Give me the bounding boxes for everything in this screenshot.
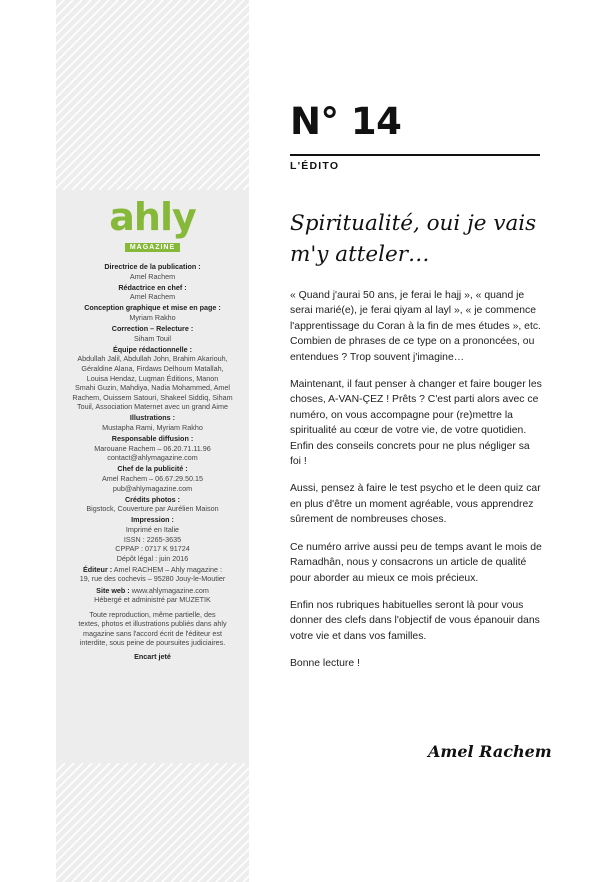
team-line: Touil, Association Maternet avec un grand Aime: [76, 402, 229, 412]
hatch-pattern-bottom: [56, 763, 249, 882]
notice-line: Toute reproduction, même partielle, des: [89, 609, 216, 619]
magazine-logo: [56, 195, 249, 254]
edito-paragraph: Aussi, pensez à faire le test psycho et le deen quiz car en plus d'être un moment agréable, vous apprendrez sûrement de nombreuses choses.: [290, 483, 541, 526]
advertising-label: Chef de la publicité :: [117, 464, 188, 474]
team-line: Abdullah Jalil, Abdullah John, Brahim Akariouh,: [77, 354, 228, 364]
illustrations-label: Illustrations :: [129, 413, 176, 423]
website-link[interactable]: www.ahlymagazine.com: [131, 585, 209, 595]
team-line: Géraldine Alana, Firdaws Delhoum Matallah,: [81, 363, 224, 373]
hosting-info: Hébergé et administré par MUZETIK: [94, 595, 211, 605]
publisher-label: Éditeur :: [82, 564, 113, 574]
publication-director-label: Directrice de la publication :: [104, 262, 201, 271]
printing-info: Imprimé en Italie: [125, 524, 180, 534]
header-divider: [290, 154, 540, 156]
advertising-email-link[interactable]: pub@ahlymagazine.com: [112, 483, 193, 493]
logo-subtitle: MAGAZINE: [125, 243, 180, 252]
author-signature: Amel Rachem: [428, 742, 552, 761]
illustrations-credit: Mustapha Rami, Myriam Rakho: [102, 423, 203, 432]
proofreading-label: Correction – Relecture :: [111, 324, 194, 334]
printing-label: Impression :: [131, 515, 174, 525]
photo-credits-label: Crédits photos :: [124, 494, 181, 504]
edito-body: [290, 288, 542, 684]
cppap: CPPAP : 0717 K 91724: [115, 544, 190, 554]
issn: ISSN : 2265-3635: [123, 534, 182, 544]
edito-paragraph: Ce numéro arrive aussi peu de temps avant le mois de Ramadhân, nous y consacrons un article de qualité pour aborder au mieux ce mois précieux.: [290, 541, 542, 584]
photo-credits: Bigstock, Couverture par Aurélien Maison: [86, 504, 219, 514]
editor-in-chief-label: Rédactrice en chef :: [118, 282, 187, 292]
design-label: Conception graphique et mise en page :: [84, 303, 221, 313]
website-label: Site web :: [96, 585, 130, 595]
notice-line: magazine sans l'accord écrit de l'éditeur est: [83, 628, 222, 638]
copyright-notice: [58, 610, 247, 648]
edito-paragraph: « Quand j'aurai 50 ans, je ferai le hajj », « quand je serai marié(e), je ferai qiyam al layl », « je commence l'apprentissage du Coran à la fin de mes études », etc. Combien de phrases de ce type on a prononcées, ou entendues ? Trop souvent j'imagine…: [290, 290, 541, 363]
distribution-contact: Marouane Rachem – 06.20.71.11.96: [94, 443, 211, 453]
credits-block: [58, 262, 247, 662]
edito-paragraph: Bonne lecture !: [290, 658, 360, 670]
publisher-address: 19, rue des cochevis – 95280 Jouy-le-Moutier: [79, 574, 226, 584]
edito-paragraph: Maintenant, il faut penser à changer et faire bouger les choses, A-VAN-ÇEZ ! Prêts ? C'est parti alors avec ce numéro, on vous accompagne pour (re)mettre la spiritualité au cœur de votre vie, de votre quotidien. Enfin des conseils concrets pour ne plus négliger sa foi !: [290, 379, 542, 468]
team-line: Rachem, Ouissem Satouri, Shakeel Siddiq, Siham: [72, 392, 233, 402]
notice-line: interdite, sous peine de poursuites judiciaires.: [79, 638, 226, 648]
hatch-pattern-top: [56, 0, 249, 190]
insert-note: Encart jeté: [134, 652, 171, 662]
distribution-email-link[interactable]: contact@ahlymagazine.com: [107, 453, 198, 463]
publisher-line: Amel RACHEM – Ahly magazine :: [113, 564, 223, 574]
logo-wordmark: ahly: [109, 195, 196, 239]
section-label: L'ÉDITO: [290, 160, 340, 172]
team-line: Smahi Guzin, Mahdiya, Nadia Mohammed, Amel: [75, 383, 230, 393]
design-credit: Myriam Rakho: [129, 312, 176, 322]
proofreading-credit: Siham Touil: [133, 333, 172, 343]
distribution-label: Responsable diffusion :: [111, 434, 194, 444]
legal-deposit: Dépôt légal : juin 2016: [116, 553, 189, 563]
team-line: Louisa Hendaz, Luqman Éditions, Manon: [86, 373, 219, 383]
issue-number: N° 14: [290, 100, 402, 143]
advertising-contact: Amel Rachem – 06.67.29.50.15: [101, 473, 204, 483]
editor-in-chief: Amel Rachem: [129, 292, 176, 302]
masthead-panel: [56, 0, 249, 882]
edito-title: Spiritualité, oui je vais m'y atteler…: [290, 211, 537, 267]
publication-director: Amel Rachem: [129, 271, 176, 281]
team-label: Équipe rédactionnelle :: [112, 344, 193, 354]
notice-line: textes, photos et illustrations publiés dans ahly: [78, 619, 227, 629]
edito-paragraph: Enfin nos rubriques habituelles seront là pour vous donner des clefs dans l'objectif de vous épanouir dans votre vie et dans vos familles.: [290, 599, 540, 642]
